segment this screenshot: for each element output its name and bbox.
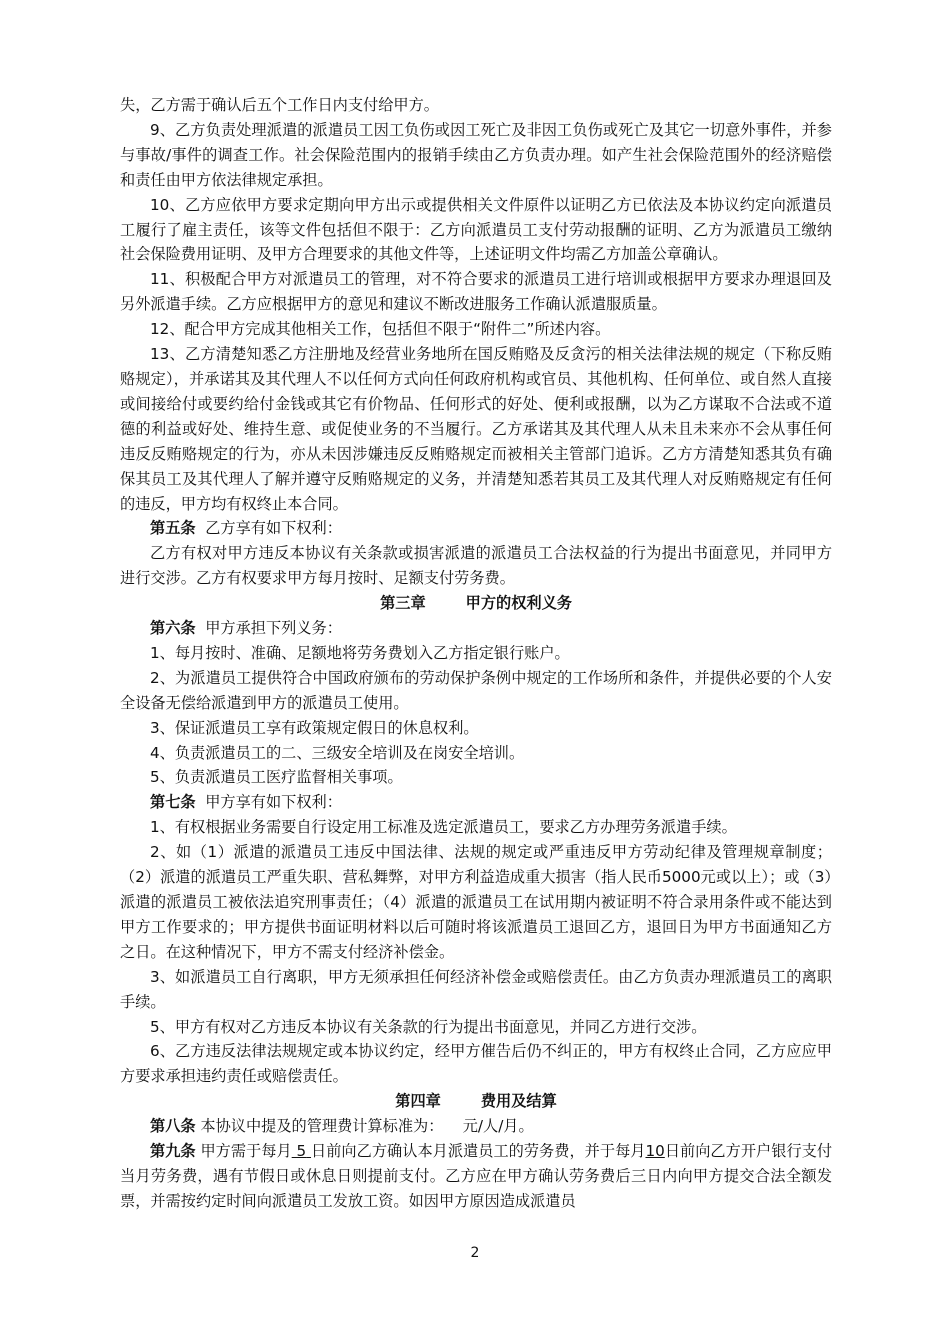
paragraph: 6、乙方违反法律法规规定或本协议约定，经甲方催告后仍不纠正的，甲方有权终止合同，乙方应应甲方要求承担违约责任或赔偿责任。 xyxy=(120,1042,832,1086)
chapter-number: 第四章 xyxy=(395,1092,441,1111)
article-text: 乙方享有如下权利： xyxy=(205,519,342,538)
paragraph: 1、有权根据业务需要自行设定用工标准及选定派遣员工，要求乙方办理劳务派遣手续。 xyxy=(150,818,737,837)
confirm-day-value: 5 xyxy=(296,1142,307,1161)
paragraph: 3、如派遣员工自行离职，甲方无须承担任何经济补偿金或赔偿责任。由乙方负责办理派遣员工的离职手续。 xyxy=(120,967,832,1011)
paragraph: 乙方有权对甲方违反本协议有关条款或损害派遣的派遣员工合法权益的行为提出书面意见，并同甲方进行交涉。乙方有权要求甲方每月按时、足额支付劳务费。 xyxy=(120,544,832,588)
article-label: 第九条 xyxy=(150,1142,196,1161)
paragraph: 5、负责派遣员工医疗监督相关事项。 xyxy=(150,768,403,787)
article-label: 第六条 xyxy=(150,619,196,638)
article-text: 甲方需于每月 xyxy=(200,1142,292,1161)
paragraph: 13、乙方清楚知悉乙方注册地及经营业务地所在国反贿赂及反贪污的相关法律法规的规定（下称反贿赂规定），并承诺其及其代理人不以任何方式向任何政府机构或官员、其他机构、任何单位、或自然人直接或间接给付或要约给付金钱或其它有价物品、任何形式的好处、便利或报酬，以为乙方谋取不合法或不道德的利益或好处、维持生意、或促使业务的不当履行。乙方承诺其及其代理人从未且未来亦不会从事任何违反反贿赂规定的行为，亦从未因涉嫌违反反贿赂规定而被相关主管部门追诉。乙方方清楚知悉其负有确保其员工及其代理人了解并遵守反贿赂规定的义务，并清楚知悉若其员工及其代理人对反贿赂规定有任何的违反，甲方均有权终止本合同。 xyxy=(120,345,832,513)
paragraph: 2、为派遣员工提供符合中国政府颁布的劳动保护条例中规定的工作场所和条件，并提供必要的个人安全设备无偿给派遣到甲方的派遣员工使用。 xyxy=(120,668,832,712)
article-text: 甲方享有如下权利： xyxy=(205,793,342,812)
payment-day: 10 xyxy=(645,1142,665,1161)
paragraph: 5、甲方有权对乙方违反本协议有关条款的行为提出书面意见，并同乙方进行交涉。 xyxy=(150,1017,707,1036)
article-6 xyxy=(120,616,832,641)
article-text: 日前向乙方开户银行支付当月劳务费，遇有节假日或休息日则提前支付。乙方应在甲方确认劳务费后三日内向甲方提交合法全额发票，并需按约定时间向派遣员工发放工资。如因甲方原因造成派遣员 xyxy=(120,1142,833,1210)
paragraph: 11、积极配合甲方对派遣员工的管理，对不符合要求的派遣员工进行培训或根据甲方要求办理退回及另外派遣手续。乙方应根据甲方的意见和建议不断改进服务工作确认派遣服质量。 xyxy=(120,270,832,314)
chapter-3-heading xyxy=(120,591,832,616)
chapter-title: 费用及结算 xyxy=(480,1092,557,1111)
chapter-number: 第三章 xyxy=(380,594,426,613)
page-number: 2 xyxy=(470,1245,480,1261)
article-8 xyxy=(120,1114,832,1139)
paragraph: 1、每月按时、准确、足额地将劳务费划入乙方指定银行账户。 xyxy=(150,643,570,662)
paragraph: 12、配合甲方完成其他相关工作，包括但不限于“附件二”所述内容。 xyxy=(150,320,611,339)
article-text: 日前向乙方确认本月派遣员工的劳务费，并于每月 xyxy=(311,1142,646,1161)
paragraph: 4、负责派遣员工的二、三级安全培训及在岗安全培训。 xyxy=(150,743,525,762)
article-9 xyxy=(120,1139,832,1214)
paragraph: 2、如（1）派遣的派遣员工违反中国法律、法规的规定或严重违反甲方劳动纪律及管理规章制度；（2）派遣的派遣员工严重失职、营私舞弊，对甲方利益造成重大损害（指人民币5000元或以上）；或（3）派遣的派遣员工被依法追究刑事责任；（4）派遣的派遣员工在试用期内被证明不符合录用条件或不能达到甲方工作要求的；甲方提供书面证明材料以后可随时将该派遣员工退回乙方，退回日为甲方书面通知乙方之日。在这种情况下，甲方不需支付经济补偿金。 xyxy=(120,843,832,961)
chapter-title: 甲方的权利义务 xyxy=(465,594,572,613)
paragraph: 3、保证派遣员工享有政策规定假日的休息权利。 xyxy=(150,718,479,737)
fee-unit: 元/人/月。 xyxy=(462,1117,534,1136)
article-7 xyxy=(120,790,832,815)
article-label: 第七条 xyxy=(150,793,196,812)
article-label: 第八条 xyxy=(150,1117,196,1136)
document-body xyxy=(120,93,832,1214)
article-text: 甲方承担下列义务： xyxy=(205,619,342,638)
article-text: 本协议中提及的管理费计算标准为： xyxy=(200,1117,444,1136)
paragraph: 失，乙方需于确认后五个工作日内支付给甲方。 xyxy=(120,96,439,114)
confirm-day xyxy=(292,1142,311,1160)
chapter-4-heading xyxy=(120,1089,832,1114)
paragraph: 10、乙方应依甲方要求定期向甲方出示或提供相关文件原件以证明乙方已依法及本协议约定向派遣员工履行了雇主责任，该等文件包括但不限于：乙方向派遣员工支付劳动报酬的证明、乙方为派遣员工缴纳社会保险费用证明、及甲方合理要求的其他文件等，上述证明文件均需乙方加盖公章确认。 xyxy=(120,195,832,264)
article-label: 第五条 xyxy=(150,519,196,538)
article-5 xyxy=(120,516,832,541)
paragraph: 9、乙方负责处理派遣的派遣员工因工负伤或因工死亡及非因工负伤或死亡及其它一切意外事件，并参与事故/事件的调查工作。社会保险范围内的报销手续由乙方负责办理。如产生社会保险范围外的经济赔偿和责任由甲方依法律规定承担。 xyxy=(120,120,832,189)
